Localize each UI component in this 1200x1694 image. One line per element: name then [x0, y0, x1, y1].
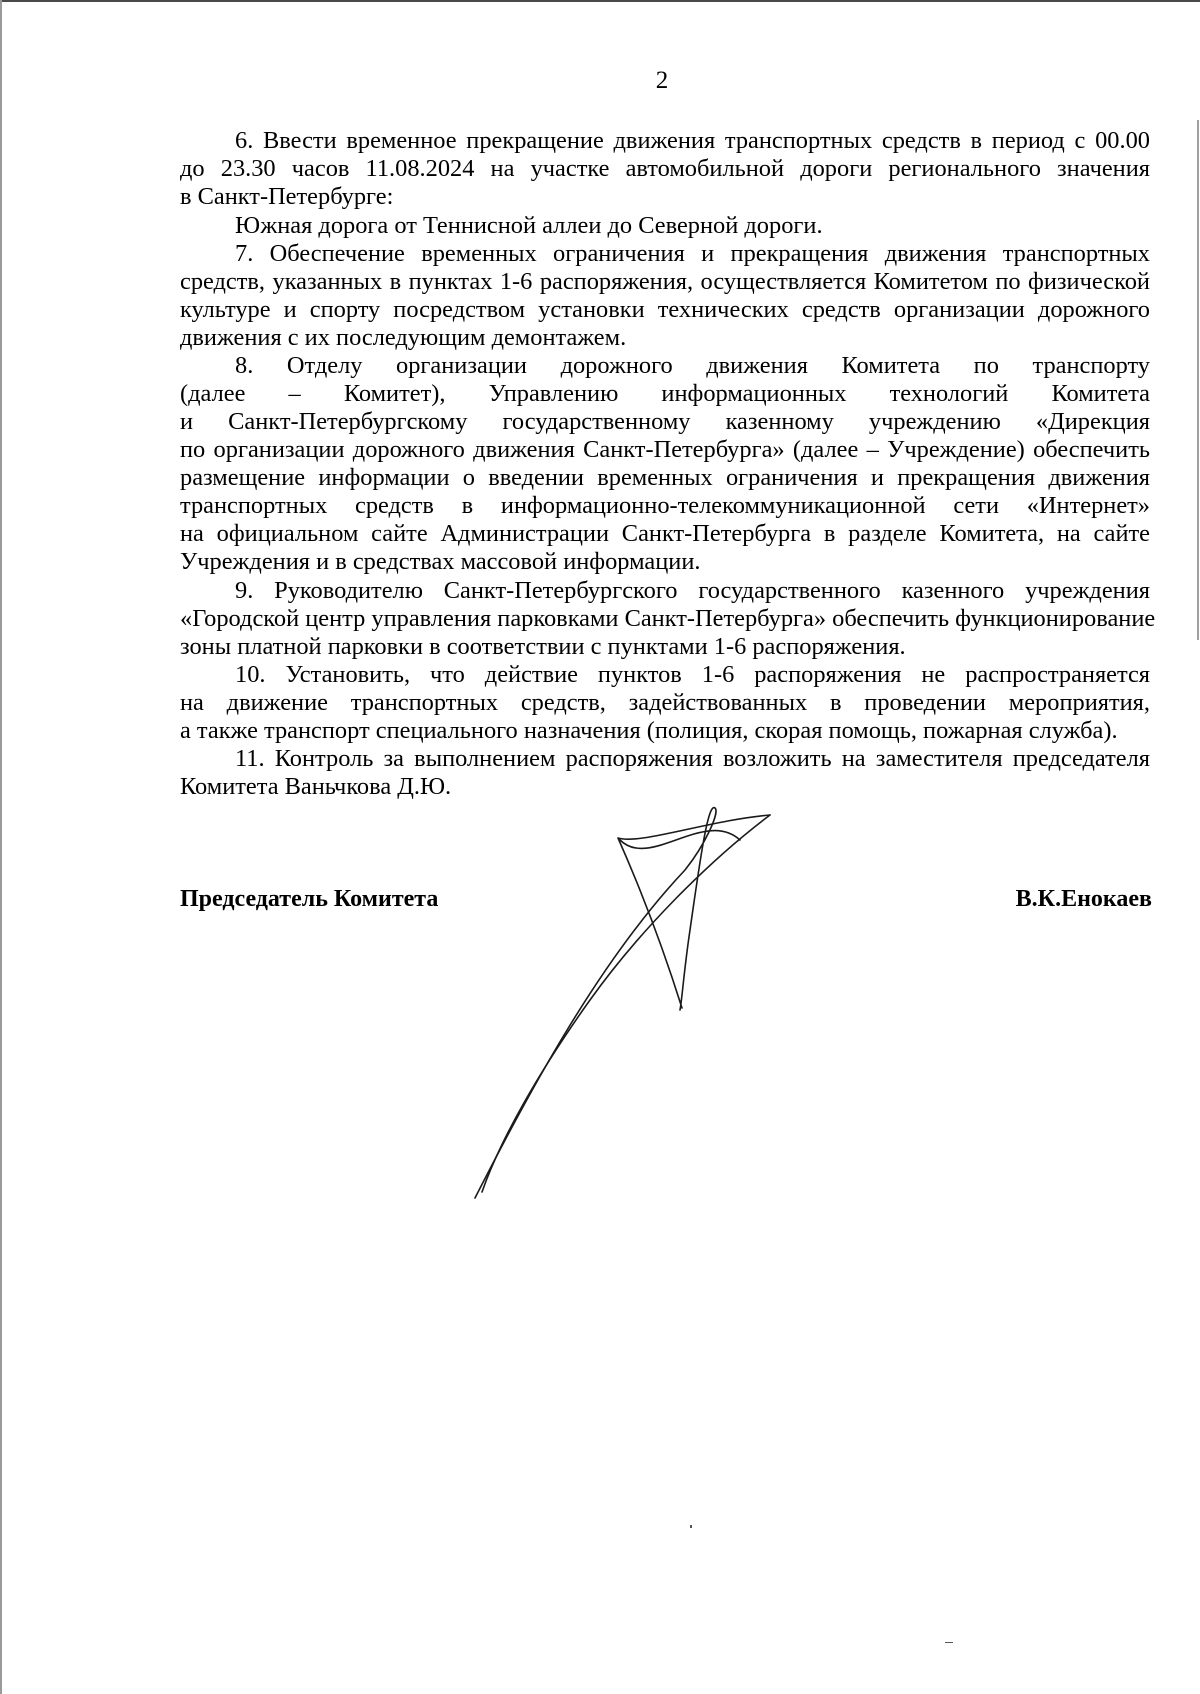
paragraph-8-line-2: (далее – Комитет), Управлению информационных технологий Комитета: [180, 380, 1150, 407]
scan-edge-top: [0, 0, 1200, 2]
paragraph-8-line-7: на официальном сайте Администрации Санкт-Петербурга в разделе Комитета, на сайте: [180, 520, 1150, 547]
scan-edge-left: [0, 0, 2, 1694]
paragraph-10-line-3: а также транспорт специального назначения (полиция, скорая помощь, пожарная служба).: [180, 717, 1118, 744]
paragraph-8-line-5: размещение информации о введении временных ограничения и прекращения движения: [180, 464, 1150, 491]
paragraph-8-line-1: 8. Отделу организации дорожного движения Комитета по транспорту: [235, 352, 1150, 379]
paragraph-9-line-3: зоны платной парковки в соответствии с пунктами 1-6 распоряжения.: [180, 633, 906, 660]
scan-speck: [690, 1525, 692, 1528]
paragraph-8-line-8: Учреждения и в средствах массовой информации.: [180, 548, 701, 575]
paragraph-6-line-3: в Санкт-Петербурге:: [180, 183, 394, 210]
paragraph-7-line-2: средств, указанных в пунктах 1-6 распоряжения, осуществляется Комитетом по физической: [180, 268, 1150, 295]
handwritten-signature: [470, 800, 810, 1210]
paragraph-7-line-3: культуре и спорту посредством установки технических средств организации дорожного: [180, 296, 1150, 323]
page-number: 2: [655, 67, 669, 94]
paragraph-6-line-2: до 23.30 часов 11.08.2024 на участке автомобильной дороги регионального значения: [180, 155, 1150, 182]
signature-stroke-4: [620, 831, 740, 849]
road-section-line: Южная дорога от Теннисной аллеи до Северной дороги.: [235, 212, 823, 239]
paragraph-9-line-2: «Городской центр управления парковками Санкт-Петербурга» обеспечить функционирование: [180, 605, 1156, 632]
paragraph-11-line-1: 11. Контроль за выполнением распоряжения возложить на заместителя председателя: [235, 745, 1150, 772]
signatory-name: В.К.Енокаев: [1015, 886, 1152, 912]
paragraph-7-line-1: 7. Обеспечение временных ограничения и прекращения движения транспортных: [235, 240, 1150, 267]
paragraph-7-line-4: движения с их последующим демонтажем.: [180, 324, 627, 351]
scan-edge-right: [1197, 120, 1199, 640]
paragraph-8-line-3: и Санкт-Петербургскому государственному казенному учреждению «Дирекция: [180, 408, 1150, 435]
signature-stroke-2: [618, 815, 770, 1008]
paragraph-8-line-4: по организации дорожного движения Санкт-Петербурга» (далее – Учреждение) обеспечить: [180, 436, 1150, 463]
scan-speck: [945, 1642, 953, 1643]
signatory-title: Председатель Комитета: [180, 886, 439, 912]
paragraph-10-line-1: 10. Установить, что действие пунктов 1-6 распоряжения не распространяется: [235, 661, 1150, 688]
paragraph-9-line-1: 9. Руководителю Санкт-Петербургского государственного казенного учреждения: [235, 577, 1150, 604]
paragraph-10-line-2: на движение транспортных средств, задействованных в проведении мероприятия,: [180, 689, 1150, 716]
paragraph-8-line-6: транспортных средств в информационно-телекоммуникационной сети «Интернет»: [180, 492, 1150, 519]
paragraph-11-line-2: Комитета Ваньчкова Д.Ю.: [180, 773, 452, 800]
paragraph-6-line-1: 6. Ввести временное прекращение движения транспортных средств в период с 00.00: [235, 127, 1150, 154]
signature-stroke-3: [482, 815, 770, 1192]
